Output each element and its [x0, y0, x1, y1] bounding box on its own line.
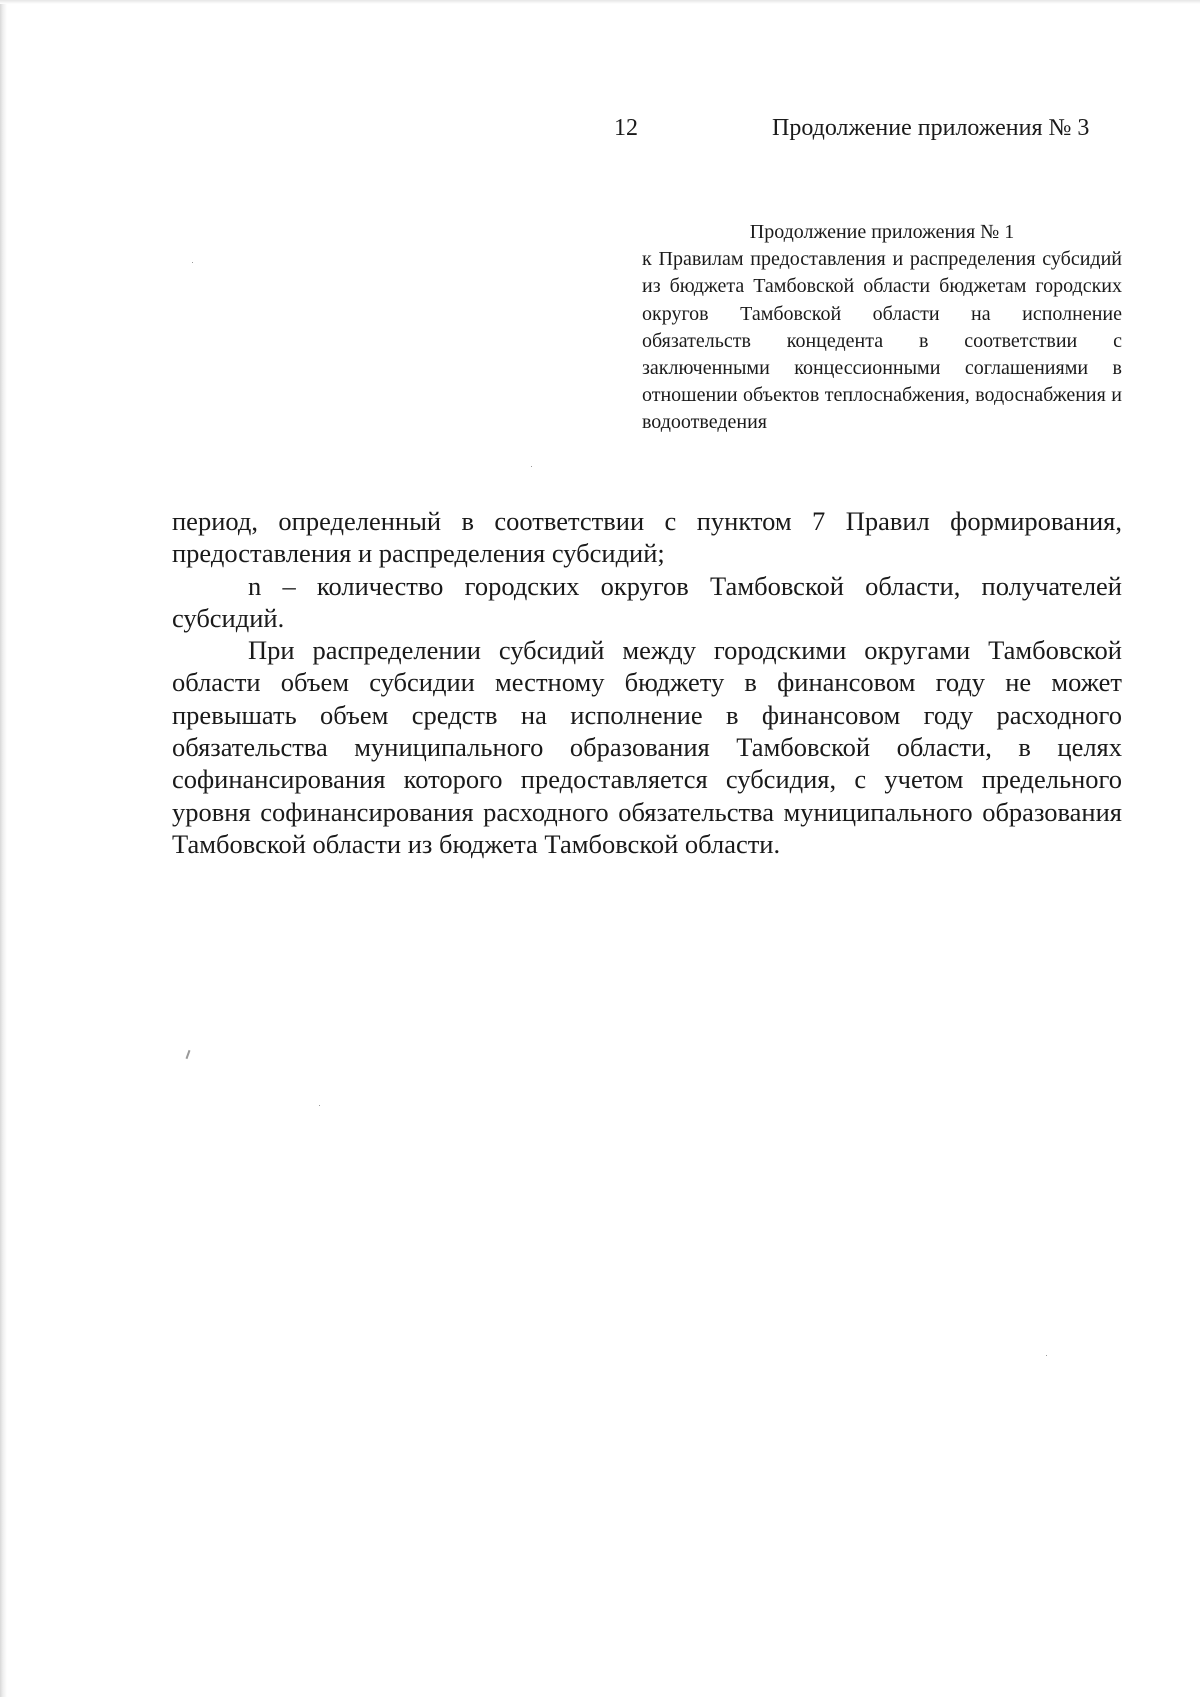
appendix-reference-block	[642, 219, 1122, 437]
continuation-label: Продолжение приложения № 3	[772, 115, 1090, 141]
appendix-description: к Правилам предоставления и распределения субсидий из бюджета Тамбовской области бюджетам городских округов Тамбовской области на исполнение обязательств концедента в соответствии с заключенными концессионными соглашениями в отношении объектов теплоснабжения, водоснабжения и водоотведения	[642, 248, 1122, 434]
main-body-text	[172, 505, 1122, 860]
scan-top-shadow	[0, 0, 1200, 4]
paragraph-distribution-rule: При распределении субсидий между городскими округами Тамбовской области объем субсидии местному бюджету в финансовом году не может превышать объем средств на исполнение в финансовом году расходного обязательства муниципального образования Тамбовской области, в целях софинансирования которого предоставляется субсидия, с учетом предельного уровня софинансирования расходного обязательства муниципального образования Тамбовской области из бюджета Тамбовской области.	[172, 635, 1122, 859]
page-number: 12	[614, 115, 638, 141]
scan-speck	[1046, 1355, 1047, 1356]
scan-speck	[319, 1105, 320, 1106]
paragraph-n-definition: n – количество городских округов Тамбовской области, получателей субсидий.	[172, 570, 1122, 633]
paragraph-period: период, определенный в соответствии с пунктом 7 Правил формирования, предоставления и распределения субсидий;	[172, 506, 1122, 569]
scan-speck	[531, 466, 532, 467]
scan-edge-shadow	[0, 0, 7, 1697]
appendix-title: Продолжение приложения № 1	[749, 221, 1015, 243]
scan-speck	[186, 1050, 191, 1059]
scan-speck	[192, 262, 193, 263]
